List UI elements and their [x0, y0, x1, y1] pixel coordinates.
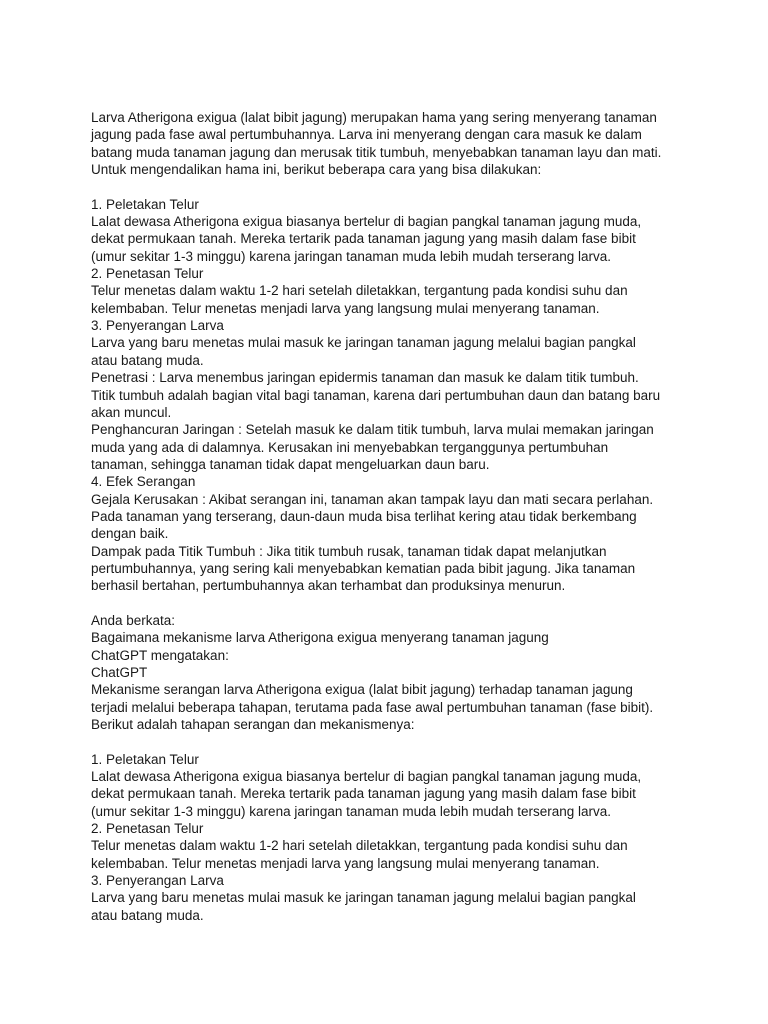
text-line: dekat permukaan tanah. Mereka tertarik pada tanaman jagung yang masih dalam fase bibit: [91, 786, 636, 802]
text-line: (umur sekitar 1-3 minggu) karena jaringan tanaman muda lebih mudah terserang larva.: [91, 803, 612, 819]
text-line: atau batang muda.: [91, 907, 204, 923]
text-line: 1. Peletakan Telur: [91, 751, 199, 767]
text-line: Larva Atherigona exigua (lalat bibit jagung) merupakan hama yang sering menyerang tanaman: [91, 110, 657, 125]
text-line: Larva yang baru menetas mulai masuk ke jaringan tanaman jagung melalui bagian pangkal: [91, 890, 636, 906]
text-line: Untuk mengendalikan hama ini, berikut beberapa cara yang bisa dilakukan:: [91, 162, 542, 178]
text-line: batang muda tanaman jagung dan merusak titik tumbuh, menyebabkan tanaman layu dan mati.: [91, 144, 662, 160]
text-line: kelembaban. Telur menetas menjadi larva yang langsung mulai menyerang tanaman.: [91, 300, 600, 316]
text-line: Telur menetas dalam waktu 1-2 hari setelah diletakkan, tergantung pada kondisi suhu dan: [91, 283, 628, 299]
text-line: ChatGPT mengatakan:: [91, 647, 229, 663]
text-line: Penetrasi : Larva menembus jaringan epidermis tanaman dan masuk ke dalam titik tumbuh.: [91, 370, 639, 386]
text-line: berhasil bertahan, pertumbuhannya akan terhambat dan produksinya menurun.: [91, 578, 566, 594]
document-body: [91, 109, 691, 924]
text-line: Larva yang baru menetas mulai masuk ke jaringan tanaman jagung melalui bagian pangkal: [91, 335, 636, 351]
text-line: ChatGPT: [91, 665, 148, 680]
text-line: pertumbuhannya, yang sering kali menyebabkan kematian pada bibit jagung. Jika tanaman: [91, 560, 636, 576]
text-line: Lalat dewasa Atherigona exigua biasanya bertelur di bagian pangkal tanaman jagung muda,: [91, 214, 642, 230]
text-line: dekat permukaan tanah. Mereka tertarik pada tanaman jagung yang masih dalam fase bibit: [91, 231, 636, 247]
text-line: muda yang ada di dalamnya. Kerusakan ini menyebabkan terganggunya pertumbuhan: [91, 439, 609, 455]
blank-line: [91, 595, 691, 612]
text-line: terjadi melalui beberapa tahapan, terutama pada fase awal pertumbuhan tanaman (fase bibit).: [91, 699, 654, 715]
text-line: Titik tumbuh adalah bagian vital bagi tanaman, karena dari pertumbuhan daun dan batang baru: [91, 387, 661, 403]
text-line: Pada tanaman yang terserang, daun-daun muda bisa terlihat kering atau tidak berkembang: [91, 508, 637, 524]
text-line: (umur sekitar 1-3 minggu) karena jaringan tanaman muda lebih mudah terserang larva.: [91, 248, 612, 264]
text-line: Mekanisme serangan larva Atherigona exigua (lalat bibit jagung) terhadap tanaman jagung: [91, 682, 633, 698]
text-line: akan muncul.: [91, 404, 172, 420]
text-line: Bagaimana mekanisme larva Atherigona exigua menyerang tanaman jagung: [91, 630, 549, 646]
text-line: Anda berkata:: [91, 612, 176, 628]
text-line: Penghancuran Jaringan : Setelah masuk ke dalam titik tumbuh, larva mulai memakan jaringan: [91, 422, 654, 438]
text-line: 3. Penyerangan Larva: [91, 873, 224, 889]
text-line: jagung pada fase awal pertumbuhannya. Larva ini menyerang dengan cara masuk ke dalam: [91, 127, 642, 143]
text-line: dengan baik.: [91, 526, 169, 542]
blank-line: [91, 178, 691, 195]
text-line: Dampak pada Titik Tumbuh : Jika titik tumbuh rusak, tanaman tidak dapat melanjutkan: [91, 543, 607, 559]
text-line: 3. Penyerangan Larva: [91, 318, 224, 334]
text-line: Telur menetas dalam waktu 1-2 hari setelah diletakkan, tergantung pada kondisi suhu dan: [91, 838, 628, 854]
text-line: kelembaban. Telur menetas menjadi larva yang langsung mulai menyerang tanaman.: [91, 855, 600, 871]
text-line: Lalat dewasa Atherigona exigua biasanya bertelur di bagian pangkal tanaman jagung muda,: [91, 769, 642, 785]
text-line: Berikut adalah tahapan serangan dan mekanismenya:: [91, 717, 415, 733]
blank-line: [91, 733, 691, 750]
text-line: tanaman, sehingga tanaman tidak dapat mengeluarkan daun baru.: [91, 456, 490, 472]
text-line: 2. Penetasan Telur: [91, 266, 204, 282]
text-line: Gejala Kerusakan : Akibat serangan ini, tanaman akan tampak layu dan mati secara perlahan.: [91, 491, 654, 507]
text-line: 4. Efek Serangan: [91, 474, 196, 490]
text-line: 2. Penetasan Telur: [91, 821, 204, 837]
text-line: atau batang muda.: [91, 352, 204, 368]
text-line: 1. Peletakan Telur: [91, 196, 199, 212]
